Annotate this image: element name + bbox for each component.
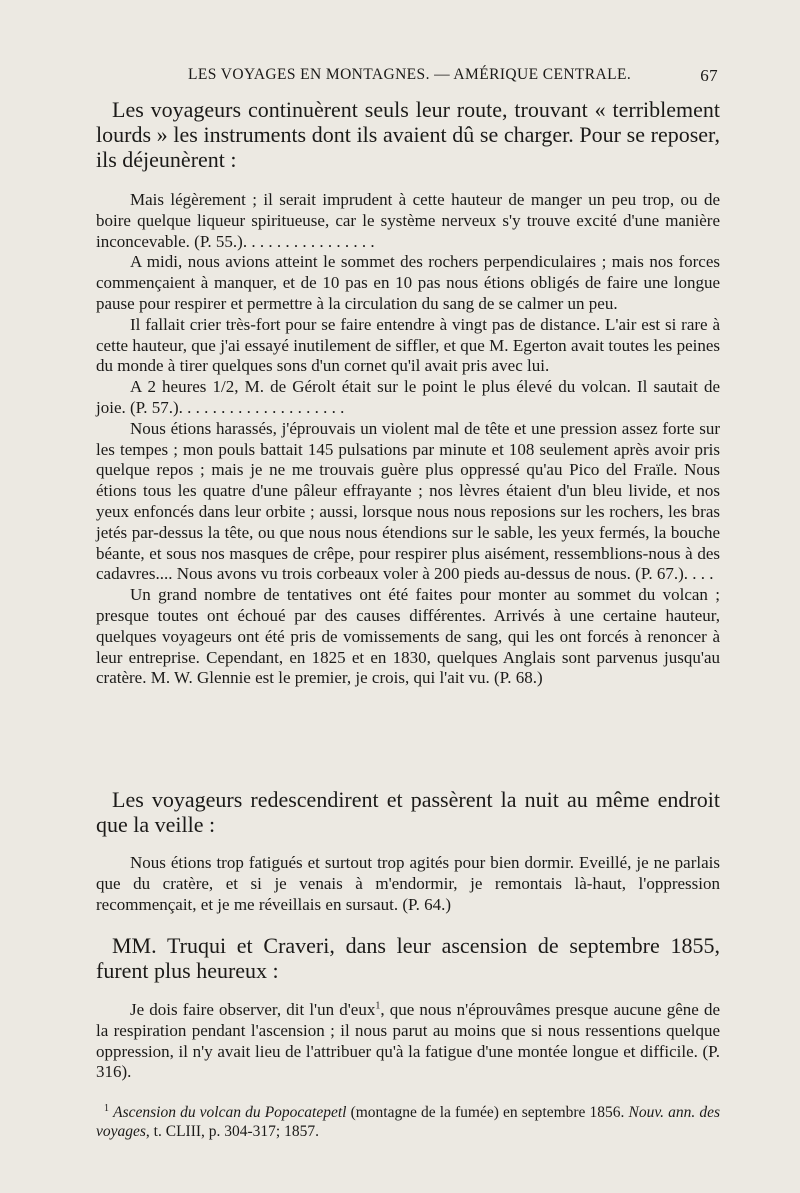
quote-block-1 [96, 190, 720, 689]
footnote-text [96, 1103, 720, 1141]
footnote-title: Ascension du volcan du Popocatepetl [113, 1104, 347, 1121]
lead-paragraph-3: MM. Truqui et Craveri, dans leur ascension de septembre 1855, furent plus heureux : [96, 933, 720, 983]
footnote-detail: (montagne de la fumée) en septembre 1856. [346, 1104, 625, 1121]
quote-text: Je dois faire observer, dit l'un d'eux [130, 1000, 376, 1019]
footnote-journal: Nouv. ann. des voyages [96, 1104, 720, 1140]
footnote-reference[interactable]: 1 [375, 1000, 381, 1012]
quote-text: , que nous n'éprouvâmes presque aucune gêne de la respiration pendant l'ascension ; il nous parut au moins que si nous ressentions quelque oppression, il n'y avait lieu de l'attribuer qu'à la fatigue d'une montée longue et difficile. (P. 316). [96, 1000, 720, 1082]
page-header [100, 66, 718, 88]
quote-paragraph: Mais légèrement ; il serait imprudent à cette hauteur de manger un peu trop, ou de boire quelque liqueur spiritueuse, car le système nerveux s'y trouve excité d'une manière inconcevable. (P. 55.). . . . . . . . . . . . . . . . [96, 190, 720, 251]
quote-paragraph [96, 1000, 720, 1083]
quote-paragraph: A 2 heures 1/2, M. de Gérolt était sur le point le plus élevé du volcan. Il sautait de joie. (P. 57.). . . . . . . . . . . . . . . . . . . . [96, 377, 720, 417]
quote-block-2 [96, 853, 720, 915]
footnote-citation: , t. CLIII, p. 304-317; 1857. [145, 1123, 319, 1140]
footnote [96, 1103, 720, 1141]
quote-paragraph: Un grand nombre de tentatives ont été faites pour monter au sommet du volcan ; presque toutes ont échoué par des causes différentes. Arrivés à une certaine hauteur, quelques voyageurs ont été pris de vomissements de sang, qui les ont forcés à renoncer à leur entreprise. Cependant, en 1825 et en 1830, quelques Anglais sont parvenus jusqu'au cratère. M. W. Glennie est le premier, je crois, qui l'ait vu. (P. 68.) [96, 585, 720, 688]
footnote-marker: 1 [104, 1102, 109, 1114]
quote-block-3 [96, 1000, 720, 1083]
lead-paragraph-1: Les voyageurs continuèrent seuls leur route, trouvant « terriblement lourds » les instruments dont ils avaient dû se charger. Pour se reposer, ils déjeunèrent : [96, 97, 720, 172]
quote-paragraph: Nous étions harassés, j'éprouvais un violent mal de tête et une pression assez forte sur les tempes ; mon pouls battait 145 pulsations par minute et 108 seulement après avoir pris quelque repos ; mais je ne me trouvais guère plus oppressé qu'au Pico del Fraïle. Nous étions tous les quatre d'une pâleur effrayante ; nos lèvres étaient d'un bleu livide, et nos yeux enfoncés dans leur orbite ; aussi, lorsque nous nous reposions sur les rochers, les bras jetés par-dessus la tête, ou que nous nous étendions sur le sable, les yeux fermés, la bouche béante, et sous nos masques de crêpe, pour respirer plus aisément, ressemblions-nous à des cadavres.... Nous avons vu trois corbeaux voler à 200 pieds au-dessus de nous. (P. 67.). . . . [96, 418, 720, 584]
running-title: LES VOYAGES EN MONTAGNES. — AMÉRIQUE CENTRALE. [188, 66, 632, 83]
lead-paragraph-2: Les voyageurs redescendirent et passèrent la nuit au même endroit que la veille : [96, 787, 720, 837]
page-number: 67 [700, 66, 718, 85]
quote-paragraph: Nous étions trop fatigués et surtout trop agités pour bien dormir. Eveillé, je ne parlais que du cratère, et si je venais à m'endormir, je remontais là-haut, l'oppression recommençait, et je me réveillais en sursaut. (P. 64.) [96, 853, 720, 914]
quote-paragraph: Il fallait crier très-fort pour se faire entendre à vingt pas de distance. L'air est si rare à cette hauteur, que j'ai essayé inutilement de siffler, et que M. Egerton avait toutes les peines du monde à tirer quelques sons d'un cornet qu'il avait pris avec lui. [96, 314, 720, 376]
quote-paragraph: A midi, nous avions atteint le sommet des rochers perpendiculaires ; mais nos forces commençaient à manquer, et de 10 pas en 10 pas nous étions obligés de faire une longue pause pour respirer et permettre à la circulation du sang de se calmer un peu. [96, 252, 720, 313]
